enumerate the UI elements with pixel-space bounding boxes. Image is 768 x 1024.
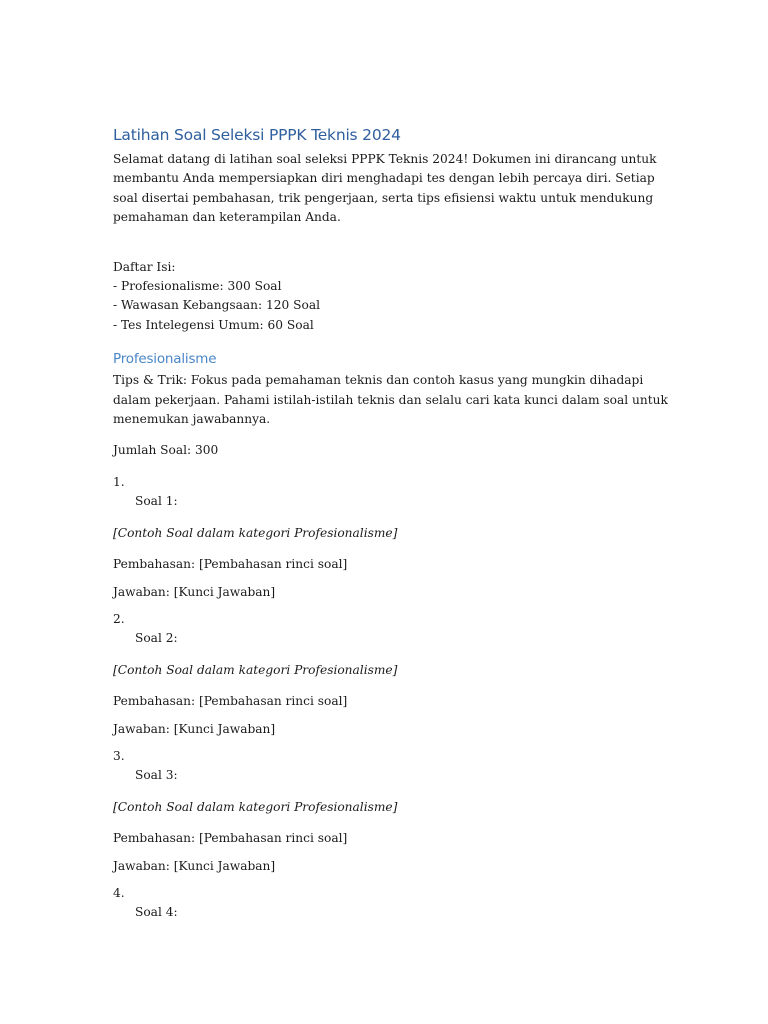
- question-answer: Jawaban: [Kunci Jawaban]: [113, 584, 276, 599]
- question-number: 4.: [113, 885, 125, 900]
- document-title: Latihan Soal Seleksi PPPK Teknis 2024: [113, 126, 401, 144]
- toc-item: - Profesionalisme: 300 Soal: [113, 279, 282, 294]
- question-answer: Jawaban: [Kunci Jawaban]: [113, 858, 276, 873]
- toc-item: - Tes Intelegensi Umum: 60 Soal: [113, 317, 314, 332]
- question-block: [113, 884, 673, 923]
- question-example: [Contoh Soal dalam kategori Profesionalisme]: [113, 662, 398, 677]
- question-block: [113, 747, 673, 876]
- question-answer: Jawaban: [Kunci Jawaban]: [113, 721, 276, 736]
- toc-heading: Daftar Isi:: [113, 259, 176, 274]
- section-heading: Profesionalisme: [113, 351, 217, 368]
- question-explanation: Pembahasan: [Pembahasan rinci soal]: [113, 831, 348, 846]
- question-number: 1.: [113, 474, 125, 489]
- question-example: [Contoh Soal dalam kategori Profesionalisme]: [113, 525, 398, 540]
- question-explanation: Pembahasan: [Pembahasan rinci soal]: [113, 557, 348, 572]
- tips-paragraph: Tips & Trik: Fokus pada pemahaman teknis dan contoh kasus yang mungkin dihadapi dalam pekerjaan. Pahami istilah-istilah teknis dan selalu cari kata kunci dalam soal untuk menemukan jawabannya.: [113, 373, 668, 427]
- question-number: 2.: [113, 611, 125, 626]
- question-label: Soal 2:: [135, 631, 178, 646]
- document-page: [113, 124, 673, 935]
- question-block: [113, 610, 673, 739]
- question-label: Soal 1:: [135, 494, 178, 509]
- question-block: [113, 473, 673, 602]
- toc-item: - Wawasan Kebangsaan: 120 Soal: [113, 298, 320, 313]
- intro-paragraph: Selamat datang di latihan soal seleksi PPPK Teknis 2024! Dokumen ini dirancang untuk membantu Anda mempersiapkan diri menghadapi tes dengan lebih percaya diri. Setiap soal disertai pembahasan, trik pengerjaan, serta tips efisiensi waktu untuk mendukung pemahaman dan keterampilan Anda.: [113, 152, 657, 225]
- question-count: Jumlah Soal: 300: [113, 443, 219, 458]
- table-of-contents: [113, 258, 673, 336]
- question-label: Soal 3:: [135, 768, 178, 783]
- question-example: [Contoh Soal dalam kategori Profesionalisme]: [113, 799, 398, 814]
- question-label: Soal 4:: [135, 905, 178, 920]
- question-explanation: Pembahasan: [Pembahasan rinci soal]: [113, 694, 348, 709]
- question-number: 3.: [113, 748, 125, 763]
